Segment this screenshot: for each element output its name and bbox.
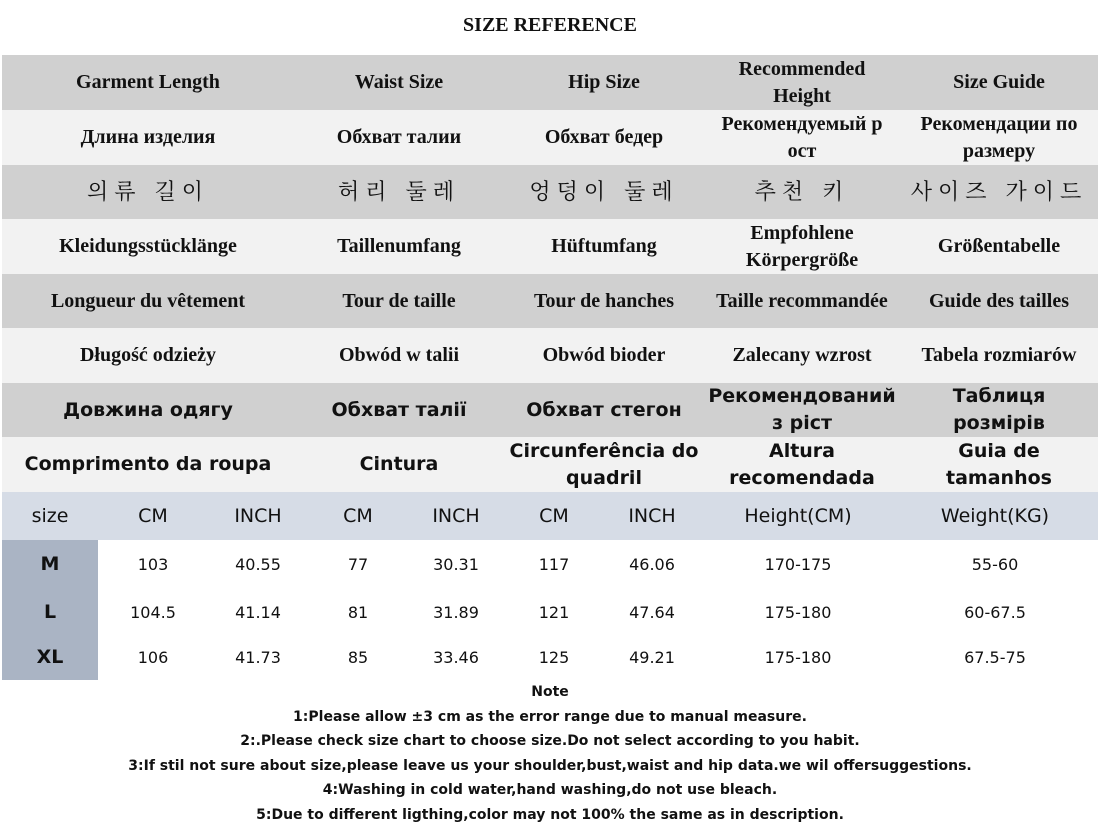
recommended-height-label: Рекомендуемый р ост: [721, 112, 883, 162]
garment-length-label: Длина изделия: [80, 126, 216, 148]
hip-cm: 125: [538, 647, 570, 667]
size-guide-label: Guia de tamanhos: [946, 439, 1052, 489]
hip-size-label: Obwód bioder: [542, 344, 666, 366]
size-guide-label: Guide des tailles: [928, 289, 1069, 312]
waist-size-label: Обхват талії: [331, 398, 467, 421]
hip-size-label: Circunferência do quadril: [509, 439, 699, 489]
length-inch: 40.55: [235, 554, 281, 574]
garment-length-label: Kleidungsstücklänge: [59, 235, 237, 257]
unit-waist-inch: INCH: [432, 505, 480, 527]
length-cm: 106: [137, 647, 169, 667]
length-inch: 41.14: [235, 602, 281, 622]
hip-inch: 46.06: [629, 554, 675, 574]
language-row: [2, 274, 1098, 328]
size-guide-label: 사이즈 가이드: [910, 179, 1088, 205]
unit-hip-cm: CM: [539, 505, 569, 527]
garment-length-label: Comprimento da roupa: [24, 453, 272, 475]
unit-header-row: [2, 492, 1098, 540]
hip-size-label: Tour de hanches: [533, 289, 675, 312]
waist-cm: 81: [347, 602, 369, 622]
size-guide-label: Größentabelle: [937, 235, 1061, 257]
note-item: 2:.Please check size chart to choose size.Do not select according to you habit.: [240, 733, 860, 750]
garment-length-label: Długość odzieży: [79, 344, 217, 366]
waist-size-label: 허리 둘레: [337, 179, 460, 205]
garment-length-label: Довжина одягу: [63, 398, 233, 421]
language-row: [2, 219, 1098, 274]
waist-size-label: Tour de taille: [342, 289, 456, 312]
hip-size-label: Hip Size: [568, 71, 640, 93]
length-cm: 104.5: [130, 602, 176, 622]
waist-size-label: Obwód w talii: [338, 344, 460, 366]
language-row: [2, 165, 1098, 219]
size-guide-label: Рекомендации по размеру: [920, 112, 1078, 162]
page-title: SIZE REFERENCE: [463, 14, 637, 36]
notes-heading: Note: [531, 684, 569, 700]
language-row: [2, 437, 1098, 492]
garment-length-label: Garment Length: [76, 71, 220, 93]
unit-size: size: [31, 505, 69, 527]
recommended-height-label: Empfohlene Körpergröße: [745, 221, 859, 271]
length-cm: 103: [137, 554, 169, 574]
waist-inch: 31.89: [433, 602, 479, 622]
size-label: M: [2, 540, 98, 588]
waist-size-label: Waist Size: [354, 71, 444, 93]
size-guide-label: Таблиця розмірів: [952, 385, 1046, 434]
unit-weight: Weight(KG): [940, 505, 1050, 527]
waist-inch: 33.46: [433, 647, 479, 667]
waist-inch: 30.31: [433, 554, 479, 574]
note-item: 4:Washing in cold water,hand washing,do not use bleach.: [322, 782, 778, 799]
length-inch: 41.73: [235, 647, 281, 667]
hip-cm: 117: [538, 554, 570, 574]
unit-hip-inch: INCH: [628, 505, 676, 527]
size-guide-label: Size Guide: [953, 71, 1045, 93]
size-label: XL: [2, 634, 98, 680]
recommended-height-label: Рекомендований з ріст: [708, 385, 896, 434]
waist-cm: 77: [347, 554, 369, 574]
unit-length-inch: INCH: [234, 505, 282, 527]
hip-size-label: 엉덩이 둘레: [529, 179, 679, 205]
recommended-height-label: Altura recomendada: [729, 439, 875, 489]
recommended-height-label: Recommended Height: [738, 57, 866, 107]
notes-section: [0, 680, 1100, 828]
language-row: [2, 55, 1098, 110]
weight-range: 60-67.5: [964, 602, 1026, 622]
height-range: 175-180: [764, 602, 832, 622]
language-row: [2, 110, 1098, 165]
unit-waist-cm: CM: [343, 505, 373, 527]
hip-size-label: Hüftumfang: [551, 235, 657, 257]
size-label: L: [2, 588, 98, 636]
recommended-height-label: Taille recommandée: [716, 289, 888, 312]
hip-size-label: Обхват стегон: [526, 398, 682, 421]
weight-range: 67.5-75: [964, 647, 1026, 667]
language-row: [2, 383, 1098, 437]
note-item: 3:If stil not sure about size,please leave us your shoulder,bust,waist and hip data.we wil offersuggestions.: [128, 757, 972, 774]
garment-length-label: 의류 길이: [86, 179, 209, 205]
waist-size-label: Cintura: [359, 453, 439, 475]
weight-range: 55-60: [971, 554, 1019, 574]
note-item: 5:Due to different ligthing,color may not 100% the same as in description.: [256, 806, 844, 823]
height-range: 175-180: [764, 647, 832, 667]
recommended-height-label: 추천 키: [754, 179, 850, 205]
hip-inch: 49.21: [629, 647, 675, 667]
size-guide-label: Tabela rozmiarów: [921, 344, 1077, 366]
waist-cm: 85: [347, 647, 369, 667]
language-row: [2, 328, 1098, 383]
table-row: [2, 634, 1098, 680]
unit-height: Height(CM): [744, 505, 852, 527]
note-item: 1:Please allow ±3 cm as the error range due to manual measure.: [293, 708, 807, 725]
hip-size-label: Обхват бедер: [544, 126, 664, 148]
table-row: [2, 588, 1098, 636]
recommended-height-label: Zalecany wzrost: [732, 344, 872, 366]
hip-inch: 47.64: [629, 602, 675, 622]
waist-size-label: Обхват талии: [336, 126, 462, 148]
garment-length-label: Longueur du vêtement: [50, 289, 246, 312]
table-row: [2, 540, 1098, 588]
waist-size-label: Taillenumfang: [337, 235, 461, 257]
hip-cm: 121: [538, 602, 570, 622]
unit-length-cm: CM: [138, 505, 168, 527]
height-range: 170-175: [764, 554, 832, 574]
